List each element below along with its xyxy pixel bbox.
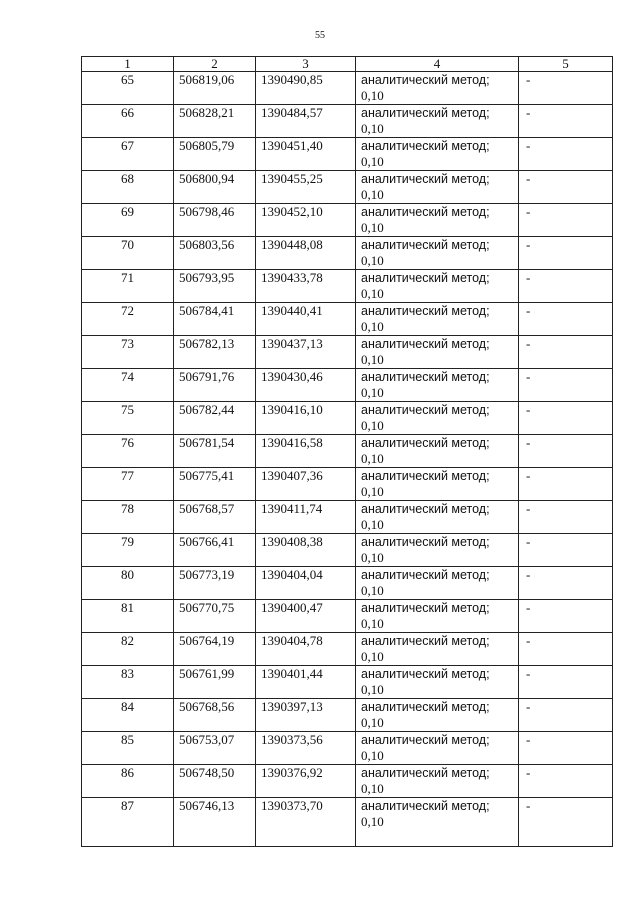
method-cell [356, 237, 519, 270]
page-number: 55 [315, 30, 325, 41]
method-text: аналитический метод; [361, 337, 490, 351]
point-number-cell: 72 [82, 303, 174, 336]
note-cell: - [519, 105, 613, 138]
note-cell: - [519, 468, 613, 501]
x-coordinate-cell: 506828,21 [174, 105, 256, 138]
method-cell [356, 204, 519, 237]
x-coordinate-cell: 506770,75 [174, 600, 256, 633]
y-coordinate-cell: 1390411,74 [256, 501, 356, 534]
note-cell: - [519, 534, 613, 567]
precision-value: 0,10 [361, 649, 384, 664]
x-coordinate-cell: 506746,13 [174, 798, 256, 847]
x-coordinate-cell: 506773,19 [174, 567, 256, 600]
precision-value: 0,10 [361, 517, 384, 532]
table-row [82, 765, 613, 798]
point-number-cell: 77 [82, 468, 174, 501]
note-cell: - [519, 369, 613, 402]
point-number-cell: 78 [82, 501, 174, 534]
method-cell [356, 303, 519, 336]
table-row [82, 237, 613, 270]
y-coordinate-cell: 1390404,78 [256, 633, 356, 666]
y-coordinate-cell: 1390484,57 [256, 105, 356, 138]
x-coordinate-cell: 506766,41 [174, 534, 256, 567]
note-cell: - [519, 435, 613, 468]
x-coordinate-cell: 506782,44 [174, 402, 256, 435]
precision-value: 0,10 [361, 451, 384, 466]
point-number-cell: 73 [82, 336, 174, 369]
table-row [82, 204, 613, 237]
note-cell: - [519, 303, 613, 336]
table-row [82, 699, 613, 732]
precision-value: 0,10 [361, 748, 384, 763]
point-number-cell: 83 [82, 666, 174, 699]
note-cell: - [519, 204, 613, 237]
method-cell [356, 138, 519, 171]
method-text: аналитический метод; [361, 799, 490, 813]
x-coordinate-cell: 506803,56 [174, 237, 256, 270]
note-cell: - [519, 666, 613, 699]
point-number-cell: 66 [82, 105, 174, 138]
y-coordinate-cell: 1390373,56 [256, 732, 356, 765]
y-coordinate-cell: 1390490,85 [256, 72, 356, 105]
y-coordinate-cell: 1390448,08 [256, 237, 356, 270]
y-coordinate-cell: 1390440,41 [256, 303, 356, 336]
method-text: аналитический метод; [361, 766, 490, 780]
note-cell: - [519, 402, 613, 435]
table-row [82, 402, 613, 435]
table-row [82, 534, 613, 567]
x-coordinate-cell: 506753,07 [174, 732, 256, 765]
point-number-cell: 87 [82, 798, 174, 847]
x-coordinate-cell: 506781,54 [174, 435, 256, 468]
method-text: аналитический метод; [361, 238, 490, 252]
method-text: аналитический метод; [361, 304, 490, 318]
precision-value: 0,10 [361, 583, 384, 598]
page-bottom [0, 897, 640, 905]
table-row [82, 633, 613, 666]
method-text: аналитический метод; [361, 502, 490, 516]
table-row [82, 435, 613, 468]
note-cell: - [519, 567, 613, 600]
x-coordinate-cell: 506764,19 [174, 633, 256, 666]
table-row [82, 369, 613, 402]
method-text: аналитический метод; [361, 568, 490, 582]
note-cell: - [519, 798, 613, 847]
method-text: аналитический метод; [361, 535, 490, 549]
point-number-cell: 75 [82, 402, 174, 435]
y-coordinate-cell: 1390452,10 [256, 204, 356, 237]
precision-value: 0,10 [361, 253, 384, 268]
x-coordinate-cell: 506798,46 [174, 204, 256, 237]
method-text: аналитический метод; [361, 634, 490, 648]
method-text: аналитический метод; [361, 403, 490, 417]
method-text: аналитический метод; [361, 601, 490, 615]
x-coordinate-cell: 506784,41 [174, 303, 256, 336]
x-coordinate-cell: 506768,57 [174, 501, 256, 534]
precision-value: 0,10 [361, 715, 384, 730]
precision-value: 0,10 [361, 187, 384, 202]
precision-value: 0,10 [361, 220, 384, 235]
method-cell [356, 699, 519, 732]
column-header-4: 4 [356, 57, 519, 72]
point-number-cell: 84 [82, 699, 174, 732]
method-text: аналитический метод; [361, 370, 490, 384]
precision-value: 0,10 [361, 385, 384, 400]
method-text: аналитический метод; [361, 205, 490, 219]
table-row [82, 732, 613, 765]
method-text: аналитический метод; [361, 469, 490, 483]
method-cell [356, 633, 519, 666]
precision-value: 0,10 [361, 418, 384, 433]
precision-value: 0,10 [361, 484, 384, 499]
table-row [82, 666, 613, 699]
point-number-cell: 67 [82, 138, 174, 171]
x-coordinate-cell: 506761,99 [174, 666, 256, 699]
point-number-cell: 74 [82, 369, 174, 402]
method-cell [356, 72, 519, 105]
method-text: аналитический метод; [361, 436, 490, 450]
table-row [82, 303, 613, 336]
note-cell: - [519, 600, 613, 633]
note-cell: - [519, 699, 613, 732]
method-text: аналитический метод; [361, 172, 490, 186]
precision-value: 0,10 [361, 781, 384, 796]
method-cell [356, 105, 519, 138]
method-cell [356, 765, 519, 798]
column-header-3: 3 [256, 57, 356, 72]
method-text: аналитический метод; [361, 271, 490, 285]
y-coordinate-cell: 1390401,44 [256, 666, 356, 699]
table-body [82, 72, 613, 847]
note-cell: - [519, 765, 613, 798]
x-coordinate-cell: 506768,56 [174, 699, 256, 732]
method-text: аналитический метод; [361, 667, 490, 681]
table-header-row [82, 57, 613, 72]
method-cell [356, 468, 519, 501]
x-coordinate-cell: 506782,13 [174, 336, 256, 369]
point-number-cell: 79 [82, 534, 174, 567]
table-row [82, 501, 613, 534]
precision-value: 0,10 [361, 121, 384, 136]
y-coordinate-cell: 1390397,13 [256, 699, 356, 732]
x-coordinate-cell: 506791,76 [174, 369, 256, 402]
method-cell [356, 732, 519, 765]
method-cell [356, 534, 519, 567]
y-coordinate-cell: 1390433,78 [256, 270, 356, 303]
method-cell [356, 369, 519, 402]
note-cell: - [519, 171, 613, 204]
precision-value: 0,10 [361, 814, 384, 829]
method-cell [356, 171, 519, 204]
precision-value: 0,10 [361, 550, 384, 565]
note-cell: - [519, 270, 613, 303]
point-number-cell: 80 [82, 567, 174, 600]
x-coordinate-cell: 506819,06 [174, 72, 256, 105]
column-header-2: 2 [174, 57, 256, 72]
note-cell: - [519, 633, 613, 666]
precision-value: 0,10 [361, 352, 384, 367]
y-coordinate-cell: 1390416,10 [256, 402, 356, 435]
y-coordinate-cell: 1390408,38 [256, 534, 356, 567]
method-cell [356, 501, 519, 534]
method-text: аналитический метод; [361, 73, 490, 87]
note-cell: - [519, 336, 613, 369]
y-coordinate-cell: 1390373,70 [256, 798, 356, 847]
table-row [82, 72, 613, 105]
column-header-1: 1 [82, 57, 174, 72]
method-text: аналитический метод; [361, 106, 490, 120]
y-coordinate-cell: 1390407,36 [256, 468, 356, 501]
column-header-5: 5 [519, 57, 613, 72]
method-cell [356, 402, 519, 435]
method-cell [356, 666, 519, 699]
method-text: аналитический метод; [361, 733, 490, 747]
point-number-cell: 85 [82, 732, 174, 765]
note-cell: - [519, 72, 613, 105]
method-cell [356, 270, 519, 303]
precision-value: 0,10 [361, 682, 384, 697]
y-coordinate-cell: 1390400,47 [256, 600, 356, 633]
point-number-cell: 68 [82, 171, 174, 204]
precision-value: 0,10 [361, 319, 384, 334]
method-cell [356, 798, 519, 847]
x-coordinate-cell: 506748,50 [174, 765, 256, 798]
x-coordinate-cell: 506805,79 [174, 138, 256, 171]
table-row [82, 138, 613, 171]
note-cell: - [519, 732, 613, 765]
method-cell [356, 435, 519, 468]
y-coordinate-cell: 1390376,92 [256, 765, 356, 798]
note-cell: - [519, 501, 613, 534]
table-row [82, 270, 613, 303]
precision-value: 0,10 [361, 616, 384, 631]
point-number-cell: 82 [82, 633, 174, 666]
point-number-cell: 76 [82, 435, 174, 468]
coordinates-table [81, 56, 613, 847]
precision-value: 0,10 [361, 154, 384, 169]
method-text: аналитический метод; [361, 700, 490, 714]
point-number-cell: 65 [82, 72, 174, 105]
point-number-cell: 71 [82, 270, 174, 303]
point-number-cell: 70 [82, 237, 174, 270]
table-row [82, 600, 613, 633]
point-number-cell: 86 [82, 765, 174, 798]
precision-value: 0,10 [361, 286, 384, 301]
table-row [82, 336, 613, 369]
method-text: аналитический метод; [361, 139, 490, 153]
method-cell [356, 336, 519, 369]
x-coordinate-cell: 506793,95 [174, 270, 256, 303]
y-coordinate-cell: 1390430,46 [256, 369, 356, 402]
y-coordinate-cell: 1390451,40 [256, 138, 356, 171]
y-coordinate-cell: 1390416,58 [256, 435, 356, 468]
table-row [82, 567, 613, 600]
precision-value: 0,10 [361, 88, 384, 103]
table-row [82, 798, 613, 847]
table-row [82, 171, 613, 204]
y-coordinate-cell: 1390404,04 [256, 567, 356, 600]
table-row [82, 468, 613, 501]
point-number-cell: 81 [82, 600, 174, 633]
table-row [82, 105, 613, 138]
x-coordinate-cell: 506800,94 [174, 171, 256, 204]
x-coordinate-cell: 506775,41 [174, 468, 256, 501]
point-number-cell: 69 [82, 204, 174, 237]
note-cell: - [519, 138, 613, 171]
y-coordinate-cell: 1390455,25 [256, 171, 356, 204]
note-cell: - [519, 237, 613, 270]
method-cell [356, 600, 519, 633]
method-cell [356, 567, 519, 600]
y-coordinate-cell: 1390437,13 [256, 336, 356, 369]
